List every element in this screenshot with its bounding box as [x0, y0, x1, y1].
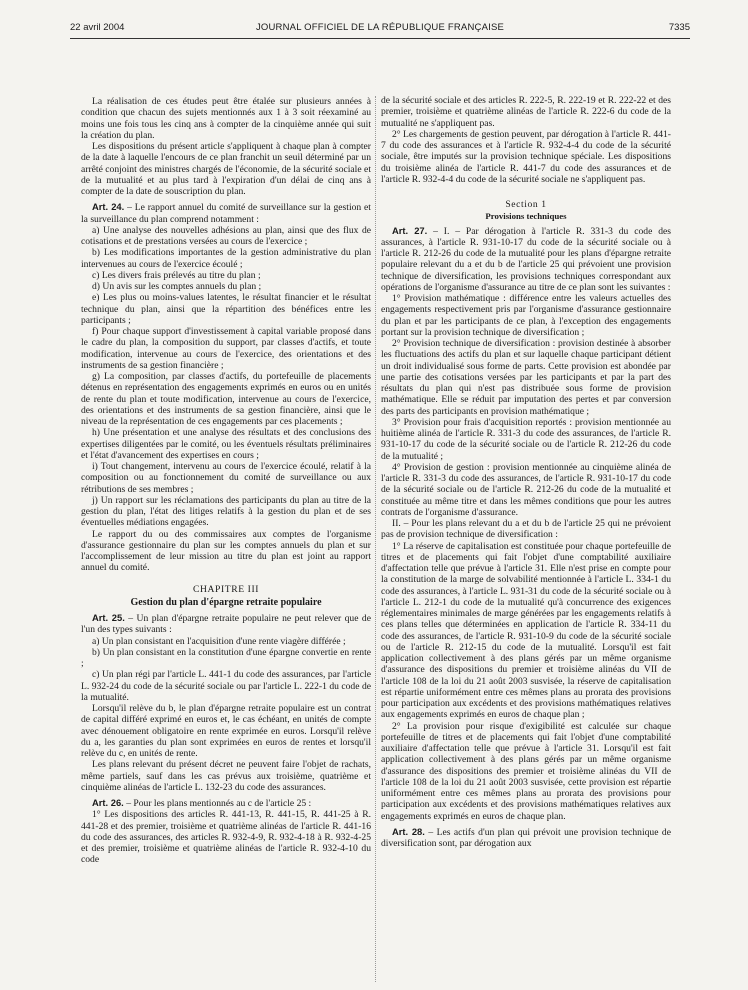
paragraph: 2° Les chargements de gestion peuvent, par dérogation à l'article R. 441-7 du code des assurances et à l'article R. 932-4-4 du code de la sécurité sociale, être imputés sur la provision technique spéciale. Les dispositions du troisième alinéa de l'article R. 441-7 du code des assurances et de l'article R. 932-4-4 du code de la sécurité sociale ne s'appliquent pas. [381, 128, 671, 185]
chapter-title: Gestion du plan d'épargne retraite populaire [130, 596, 322, 608]
article-26: Art. 26. – Pour les plans mentionnés au c de l'article 25 : [92, 797, 312, 809]
article-24: Art. 24. – Le rapport annuel du comité de surveillance sur la gestion et la surveillance du plan comprend notamment : [81, 201, 371, 225]
right-column [381, 95, 671, 849]
paragraph: de la sécurité sociale et des articles R. 222-5, R. 222-19 et R. 222-22 et des premier, troisième et quatrième alinéas de l'article R. 222-6 du code de la mutualité ne s'appliquent pas. [381, 95, 671, 129]
paragraph: 2° Provision technique de diversification : provision destinée à absorber les fluctuations des actifs du plan et sur laquelle chaque participant détient un droit individualisé sous forme de parts. Cette provision est abondée par une partie des cotisations versées par les participants et par la part des résultats du plan qui n'est pas distribuée sous forme de provision mathématique. Elle se réduit par imputation des pertes et par conversion des parts des participants en provision mathématique ; [381, 338, 671, 417]
paragraph: 1° Les dispositions des articles R. 441-13, R. 441-15, R. 441-25 à R. 441-28 et des premier, troisième et quatrième alinéas de l'article R. 441-16 du code des assurances, des articles R. 932-4-9, R. 932-4-18 à R. 932-4-25 et des premier, troisième et quatrième alinéas de l'article R. 932-4-10 du code [81, 809, 371, 866]
list-item: i) Tout changement, intervenu au cours de l'exercice écoulé, relatif à la composition ou au fonctionnement du comité de surveillance ou aux rétributions de ses membres ; [81, 461, 371, 495]
article-label: Art. 27. [392, 224, 428, 236]
list-item: b) Un plan consistant en la constitution d'une épargne convertie en rente ; [81, 646, 371, 669]
paragraph: Le rapport du ou des commissaires aux comptes de l'organisme d'assurance gestionnaire du plan sur les comptes annuels du plan et sur l'accomplissement de leur mission au titre du plan est joint au rapport annuel du comité. [81, 528, 371, 574]
paragraph: 2° La provision pour risque d'exigibilité est calculée sur chaque portefeuille de titres et de placements qui fait l'objet d'une comptabilité auxiliaire d'affectation telle que prévue à l'article 31. Lorsqu'il est fait application collectivement à des plans gérés par un même organisme d'assurance des dispositions des premier et troisième alinéas du VII de l'article 108 de la loi du 21 août 2003 susvisée, cette provision est répartie uniformément entre ces mêmes plans au prorata des provisions pour participation aux excédents et des provisions mathématiques relatives aux engagements exprimés en euros de chaque plan. [381, 720, 671, 822]
list-item: a) Une analyse des nouvelles adhésions au plan, ainsi que des flux de cotisations et de prestations versées au cours de l'exercice ; [81, 224, 371, 247]
article-label: Art. 26. [92, 797, 124, 808]
article-25: Art. 25. – Un plan d'épargne retraite populaire ne peut relever que de l'un des types suivants : [81, 612, 371, 636]
list-item: f) Pour chaque support d'investissement à capital variable proposé dans le cadre du plan, la composition du support, par classes d'actifs, et toute modification, intervenue au cours de l'exercice, des orientations et des instruments de sa gestion financière ; [81, 326, 371, 371]
paragraph: 4° Provision de gestion : provision mentionnée au cinquième alinéa de l'article R. 331-3 du code des assurances, de l'article R. 931-10-17 du code de la sécurité sociale ou de l'article R. 212-26 du code de la mutualité et constituée au même titre et dans les mêmes conditions que pour les autres contrats de l'organisme d'assurance. [381, 461, 671, 518]
list-item: c) Un plan régi par l'article L. 441-1 du code des assurances, par l'article L. 932-24 du code de la sécurité sociale ou par l'article L. 222-1 du code de la mutualité. [81, 669, 371, 703]
list-item: d) Un avis sur les comptes annuels du plan ; [92, 281, 262, 292]
paragraph: Lorsqu'il relève du b, le plan d'épargne retraite populaire est un contrat de capital différé exprimé en euros et, le cas échéant, en unités de compte avec dénouement obligatoire en rente exprimée en euros. Lorsqu'il relève du a, les garanties du plan sont exprimées en euros de rentes et lorsqu'il relève du c, en unités de rente. [81, 703, 371, 759]
paragraph: 1° Provision mathématique : différence entre les valeurs actuelles des engagements respectivement pris par l'organisme d'assurance gestionnaire du plan et par les participants de ce plan, à l'exception des engagements portant sur la provision technique de diversification ; [381, 293, 671, 338]
list-item: g) La composition, par classes d'actifs, du portefeuille de placements détenus en représentation des engagements exprimés en euros ou en unités de rente du plan et toute modification, intervenue au cours de l'exercice, des orientations et des instruments de sa gestion financière, ainsi que le niveau de la représentation de ces engagements par ces placements ; [81, 371, 371, 427]
list-item: j) Un rapport sur les réclamations des participants du plan au titre de la gestion du plan, l'état des litiges relatifs à la gestion du plan et de ses éventuelles médiations engagées. [81, 494, 371, 529]
article-27: Art. 27. – I. – Par dérogation à l'article R. 331-3 du code des assurances, à l'article R. 931-10-17 du code de la sécurité sociale ou à l'article R. 212-26 du code de la mutualité pour les plans d'épargne retraite populaire relevant du a et du b de l'article 25 qui prévoient une provision technique de diversification, les provisions techniques correspondant aux opérations de l'organisme d'assurance au titre de ce plan sont les suivantes : [381, 224, 671, 293]
paragraph: II. – Pour les plans relevant du a et du b de l'article 25 qui ne prévoient pas de provision technique de diversification : [381, 518, 671, 541]
article-label: Art. 24. [92, 201, 125, 213]
list-item: b) Les modifications importantes de la gestion administrative du plan intervenues au cours de l'exercice écoulé ; [81, 247, 371, 270]
article-28: Art. 28. – Les actifs d'un plan qui prévoit une provision technique de diversification sont, par dérogation aux [381, 825, 671, 849]
chapter-heading: CHAPITRE III [192, 583, 260, 595]
list-item: e) Les plus ou moins-values latentes, le résultat financier et le résultat technique du plan, ainsi que la répartition des bénéfices entre les participants ; [81, 292, 371, 326]
paragraph: 1° La réserve de capitalisation est constituée pour chaque portefeuille de titres et de placements qui fait l'objet d'une comptabilité auxiliaire d'affectation telle que prévue à l'article 31. Elle n'est prise en compte pour la constitution de la marge de solvabilité mentionnée à l'article L. 334-1 du code des assurances, à l'article L. 931-31 du code de la sécurité sociale ou à l'article L. 212-1 du code de la mutualité qu'à concurrence des exigences réglementaires minimales de marge générées par les engagements relatifs à ces plans telles que déterminées en application de l'article R. 334-11 du code des assurances, de l'article R. 931-10-9 du code de la sécurité sociale ou de l'article R. 212-15 du code de la mutualité. Lorsqu'il est fait application collectivement à des plans gérés par un même organisme d'assurance des dispositions du premier et troisième alinéas du VII de l'article 108 de la loi du 21 août 2003 susvisée, la réserve de capitalisation est répartie uniformément entre ces mêmes plans au prorata des provisions pour participation aux excédents et des provisions mathématiques relatives aux engagements exprimés en euros de chaque plan ; [381, 540, 671, 721]
list-item: h) Une présentation et une analyse des résultats et des conclusions des expertises diligentées par le comité, ou les éventuels résultats préliminaires et l'état d'avancement des expertises en cours ; [81, 427, 371, 461]
column-divider [375, 96, 376, 982]
journal-title: JOURNAL OFFICIEL DE LA RÉPUBLIQUE FRANÇAISE [255, 22, 505, 33]
list-item: c) Les divers frais prélevés au titre du plan ; [92, 269, 261, 281]
list-item: a) Un plan consistant en l'acquisition d'une rente viagère différée ; [92, 635, 346, 647]
article-label: Art. 28. [392, 825, 425, 837]
section-subtitle: Provisions techniques [485, 211, 567, 222]
page-header [70, 20, 690, 39]
header-date: 22 avril 2004 [70, 22, 125, 33]
page-number: 7335 [668, 22, 690, 33]
paragraph: La réalisation de ces études peut être étalée sur plusieurs années à condition que chacun des sujets mentionnés aux 1 à 3 soit réexaminé au moins une fois tous les cinq ans à compter de la cinquième année qui suit la création du plan. [81, 96, 371, 141]
paragraph: Les dispositions du présent article s'appliquent à chaque plan à compter de la date à laquelle l'encours de ce plan franchit un seuil déterminé par un arrêté conjoint des ministres chargés de l'économie, de la sécurité sociale et de la mutualité et au plus tard à l'expiration d'un délai de cinq ans à compter de la date de souscription du plan. [81, 141, 371, 197]
left-column [81, 96, 371, 866]
section-heading: Section 1 [505, 199, 547, 210]
paragraph: 3° Provision pour frais d'acquisition reportés : provision mentionnée au huitième alinéa de l'article R. 331-3 du code des assurances, de l'article R. 931-10-17 du code de la sécurité sociale ou de l'article R. 212-26 du code de la mutualité ; [381, 416, 671, 462]
article-label: Art. 25. [92, 612, 125, 623]
paragraph: Les plans relevant du présent décret ne peuvent faire l'objet de rachats, même partiels, sauf dans les cas prévus aux troisième, quatrième et cinquième alinéas de l'article L. 132-23 du code des assurances. [81, 759, 371, 793]
